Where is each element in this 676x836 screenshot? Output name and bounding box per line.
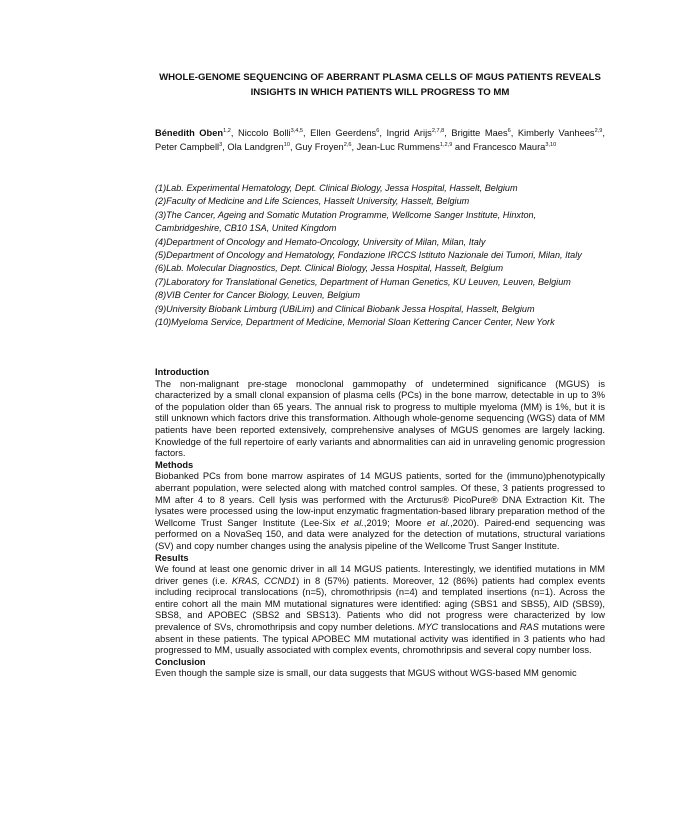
results-text-part: translocations and bbox=[438, 622, 520, 633]
methods-text bbox=[155, 471, 605, 552]
citation-etal: et al. bbox=[427, 517, 451, 528]
methods-text-part: ,2020). Paired-end sequencing was performed on a NovaSeq 150, and data were analyzed for the detection of mutations, structural variations (SV) and copy number changes using the analysis pipeline of the Wellcome Trust Sanger Institute. bbox=[155, 517, 606, 551]
author-name: Ola Landgren bbox=[227, 142, 284, 152]
author-list: Bénedith Oben$^{1,2}$, Niccolo Bolli$^{3,4,5}$, Ellen Geerdens$^6$, Ingrid Arijs$^{2,7,8}$, Brigitte Maes$^6$, Kimberly Vanhees$^{2,9}$, Peter Campbell$^3$, Ola Landgren$^{10}$, Guy Froyen$^{2,6}$, Jean-Luc Rummens$^{1,2,9}$ and Francesco Maura$^{3,10}$ bbox=[155, 128, 605, 152]
author-affiliation-mark: 2,7,8 bbox=[431, 128, 445, 134]
results-text-part: ) in 8 (57%) patients. Moreover, 12 (86%) patients had complex events including reciprocal translocations (n=5), chromothripsis (n=4) and templated insertions (n=1). Across the entire cohort all the main MM mutational signatures were identified: aging (SBS1 and SBS5), AID (SBS9), SBS8, and APOBEC (SBS2 and SBS13). Patients who did not progress were characterized by low prevalence of SVs, chromothripsis and copy number deletions. bbox=[155, 575, 606, 633]
gene-name-ras: RAS bbox=[519, 622, 539, 633]
author-affiliation-mark: 3 bbox=[219, 142, 223, 148]
author-affiliation-mark: 2,6 bbox=[343, 142, 352, 148]
introduction-heading: Introduction bbox=[155, 367, 210, 377]
author-affiliation-mark: 1,2,9 bbox=[439, 142, 453, 148]
author-name: Ingrid Arijs bbox=[386, 128, 432, 138]
results-heading: Results bbox=[155, 552, 189, 563]
methods-text-part: ,2019; Moore bbox=[363, 517, 428, 528]
author-affiliation-mark: 1,2 bbox=[223, 128, 231, 134]
affiliation-item: (10)Myeloma Service, Department of Medicine, Memorial Sloan Kettering Cancer Center, New York bbox=[155, 317, 555, 328]
abstract-body bbox=[155, 367, 605, 680]
methods-heading: Methods bbox=[155, 459, 194, 470]
results-text-part: We found at least one genomic driver in all 14 MGUS patients. Interestingly, we identified mutations in MM driver genes (i.e. bbox=[155, 564, 605, 586]
author-name: Kimberly Vanhees bbox=[517, 128, 595, 138]
conclusion-heading: Conclusion bbox=[155, 656, 206, 667]
conclusion-text: Even though the sample size is small, our data suggests that MGUS without WGS-based MM genomic bbox=[155, 668, 577, 679]
author-name: Niccolo Bolli bbox=[237, 128, 291, 138]
affiliation-item: (3)The Cancer, Ageing and Somatic Mutation Programme, Wellcome Sanger Institute, Hinxton, Cambridgeshire, CB10 1SA, United Kingdom bbox=[155, 209, 537, 234]
affiliation-item: (1)Lab. Experimental Hematology, Dept. Clinical Biology, Jessa Hospital, Hasselt, Belgium bbox=[155, 183, 518, 193]
citation-etal: et al. bbox=[340, 517, 364, 528]
paper-title: WHOLE-GENOME SEQUENCING OF ABERRANT PLASMA CELLS OF MGUS PATIENTS REVEALS INSIGHTS IN WHICH PATIENTS WILL PROGRESS TO MM bbox=[159, 72, 601, 98]
author-affiliation-mark: 6 bbox=[507, 128, 511, 134]
affiliation-item: (7)Laboratory for Translational Genetics, Department of Human Genetics, KU Leuven, Leuven, Belgium bbox=[155, 276, 571, 287]
author-name: Ellen Geerdens bbox=[310, 128, 377, 138]
author-name: Guy Froyen bbox=[295, 142, 344, 152]
affiliation-item: (5)Department of Oncology and Hematology, Fondazione IRCCS Istituto Nazionale dei Tumori, Milan, Italy bbox=[155, 250, 582, 261]
author-affiliation-mark: 2,9 bbox=[594, 128, 603, 134]
author-name: Brigitte Maes bbox=[451, 128, 508, 138]
affiliation-item: (2)Faculty of Medicine and Life Sciences, Hasselt University, Hasselt, Belgium bbox=[155, 196, 470, 207]
results-text-part: mutations were absent in these patients. The typical APOBEC MM mutational activity was identified in 3 patients who had progressed to MM, usually associated with complex events, chromothripsis and several copy number loss. bbox=[155, 622, 606, 656]
author-name: Jean-Luc Rummens bbox=[356, 142, 440, 152]
affiliation-item: (4)Department of Oncology and Hemato-Oncology, University of Milan, Milan, Italy bbox=[155, 236, 486, 247]
affiliation-item: (9)University Biobank Limburg (UBiLim) and Clinical Biobank Jessa Hospital, Hasselt, Belgium bbox=[155, 303, 535, 314]
results-text bbox=[155, 564, 605, 657]
author-affiliation-mark: 10 bbox=[283, 142, 290, 148]
author-name: Francesco Maura bbox=[473, 142, 546, 152]
affiliation-list bbox=[155, 182, 605, 329]
author-affiliation-mark: 6 bbox=[376, 128, 380, 134]
author-name: Bénedith Oben bbox=[155, 128, 224, 138]
author-name: Peter Campbell bbox=[155, 142, 220, 152]
affiliation-item: (8)VIB Center for Cancer Biology, Leuven, Belgium bbox=[155, 290, 361, 301]
affiliation-item: (6)Lab. Molecular Diagnostics, Dept. Clinical Biology, Jessa Hospital, Hasselt, Belgium bbox=[155, 263, 504, 274]
author-conjunction: and bbox=[454, 142, 471, 152]
gene-names: KRAS, CCND1 bbox=[231, 575, 297, 586]
author-affiliation-mark: 3,10 bbox=[545, 142, 557, 148]
methods-text-part: Biobanked PCs from bone marrow aspirates of 14 MGUS patients, sorted for the (immuno)phenotypically aberrant population, were selected along with matched control samples. Of these, 3 patients progressed to MM after 4 to 8 years. Cell lysis was performed with the Arcturus® PicoPure® DNA Extraction Kit. The lysates were processed using the low-input enzymatic fragmentation-based library preparation method of the Wellcome Trust Sanger Institute (Lee-Six bbox=[155, 471, 605, 528]
gene-name-myc: MYC bbox=[417, 622, 439, 633]
introduction-text: The non-malignant pre-stage monoclonal gammopathy of undetermined significance (MGUS) is characterized by a small clonal expansion of plasma cells (PCs) in the bone marrow, detectable in up to 3% of the population older than 65 years. The annual risk to progress to multiple myeloma (MM) is 1%, but it is still unknown which factors drive this transformation. Although whole-genome sequencing (WGS) data of MM patients have been reported extensively, comprehensive analyses of MGUS genomes are largely lacking. Knowledge of the full repertoire of early variants and abnormalities can aid in unraveling genomic progression factors. bbox=[155, 378, 605, 459]
author-affiliation-mark: 3,4,5 bbox=[290, 128, 304, 134]
